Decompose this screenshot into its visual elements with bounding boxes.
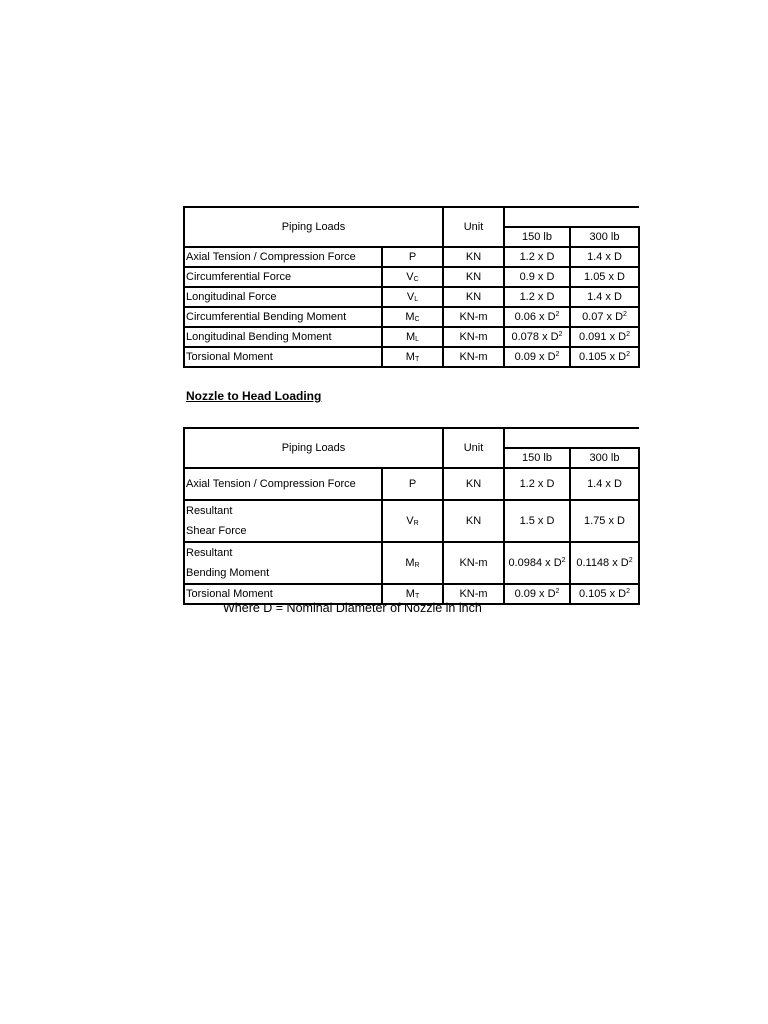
table1-header-300lb: 300 lb <box>570 227 639 247</box>
table-row <box>184 542 639 584</box>
load-label: Longitudinal Bending Moment <box>184 327 382 347</box>
table1-header-piping-loads: Piping Loads <box>184 207 443 247</box>
table-row <box>184 468 639 500</box>
squared-superscript: 2 <box>555 588 560 595</box>
value-300lb: 0.105 x $D^2$ <box>570 584 639 604</box>
squared-superscript: 2 <box>623 311 627 318</box>
load-symbol: $M_R$ <box>382 542 443 584</box>
load-unit: KN-m <box>443 542 504 584</box>
value-150lb: 0.9 x D <box>504 267 570 287</box>
load-symbol: P <box>382 468 443 500</box>
load-symbol: P <box>382 247 443 267</box>
load-symbol: $V_C$ <box>382 267 443 287</box>
load-symbol: $V_R$ <box>382 500 443 542</box>
table1-header-rating-band <box>504 207 639 227</box>
value-150lb: 0.09 x $D^2$ <box>504 347 570 367</box>
piping-loads-table <box>183 206 640 368</box>
table-row <box>184 287 639 307</box>
value-300lb: 0.1148 x $D^2$ <box>570 542 639 584</box>
nozzle-to-head-loads-table <box>183 427 640 605</box>
table-row <box>184 307 639 327</box>
value-150lb: 0.06 x $D^2$ <box>504 307 570 327</box>
table2-header-300lb: 300 lb <box>570 448 639 468</box>
load-label: Circumferential Bending Moment <box>184 307 382 327</box>
load-unit: KN-m <box>443 327 504 347</box>
load-label: Resultant Bending Moment <box>184 542 382 584</box>
table-row <box>184 500 639 542</box>
squared-superscript: 2 <box>558 331 563 338</box>
table-row <box>184 327 639 347</box>
table1-header-unit: Unit <box>443 207 504 247</box>
value-150lb: 0.0984 x $D^2$ <box>504 542 570 584</box>
table1-header-150lb: 150 lb <box>504 227 570 247</box>
squared-superscript: 2 <box>555 351 560 358</box>
value-150lb: 0.09 x $D^2$ <box>504 584 570 604</box>
squared-superscript: 2 <box>626 331 630 338</box>
load-label: Torsional Moment <box>184 347 382 367</box>
load-unit: KN-m <box>443 584 504 604</box>
value-300lb: 1.4 x D <box>570 247 639 267</box>
load-unit: KN-m <box>443 307 504 327</box>
table-row <box>184 347 639 367</box>
load-label: Axial Tension / Compression Force <box>184 247 382 267</box>
table2-header-unit: Unit <box>443 428 504 468</box>
squared-superscript: 2 <box>628 557 633 564</box>
load-symbol: $M_T$ <box>382 584 443 604</box>
table-row <box>184 247 639 267</box>
load-unit: KN <box>443 247 504 267</box>
table2-header-150lb: 150 lb <box>504 448 570 468</box>
load-symbol: $M_L$ <box>382 327 443 347</box>
load-unit: KN <box>443 267 504 287</box>
load-label: Longitudinal Force <box>184 287 382 307</box>
load-unit: KN-m <box>443 347 504 367</box>
value-300lb: 0.07 x $D^2$ <box>570 307 639 327</box>
load-label: Axial Tension / Compression Force <box>184 468 382 500</box>
value-150lb: 1.2 x D <box>504 287 570 307</box>
squared-superscript: 2 <box>561 557 566 564</box>
load-unit: KN <box>443 468 504 500</box>
value-150lb: 1.2 x D <box>504 247 570 267</box>
table-row <box>184 267 639 287</box>
value-300lb: 1.75 x D <box>570 500 639 542</box>
value-300lb: 0.091 x $D^2$ <box>570 327 639 347</box>
squared-superscript: 2 <box>626 351 630 358</box>
nominal-diameter-note: Where D = Nominal Diameter of Nozzle in inch <box>223 601 482 615</box>
squared-superscript: 2 <box>626 588 630 595</box>
load-unit: KN <box>443 500 504 542</box>
load-symbol: $M_C$ <box>382 307 443 327</box>
value-300lb: 1.05 x D <box>570 267 639 287</box>
load-label: Resultant Shear Force <box>184 500 382 542</box>
load-unit: KN <box>443 287 504 307</box>
value-300lb: 1.4 x D <box>570 287 639 307</box>
load-symbol: $M_T$ <box>382 347 443 367</box>
value-300lb: 1.4 x D <box>570 468 639 500</box>
value-150lb: 1.5 x D <box>504 500 570 542</box>
load-symbol: $V_L$ <box>382 287 443 307</box>
section-heading-nozzle-to-head-loading: Nozzle to Head Loading <box>186 389 322 403</box>
value-150lb: 1.2 x D <box>504 468 570 500</box>
value-300lb: 0.105 x $D^2$ <box>570 347 639 367</box>
squared-superscript: 2 <box>555 311 560 318</box>
value-150lb: 0.078 x $D^2$ <box>504 327 570 347</box>
table2-header-piping-loads: Piping Loads <box>184 428 443 468</box>
table2-header-rating-band <box>504 428 639 448</box>
load-label: Circumferential Force <box>184 267 382 287</box>
load-label: Torsional Moment <box>184 584 382 604</box>
